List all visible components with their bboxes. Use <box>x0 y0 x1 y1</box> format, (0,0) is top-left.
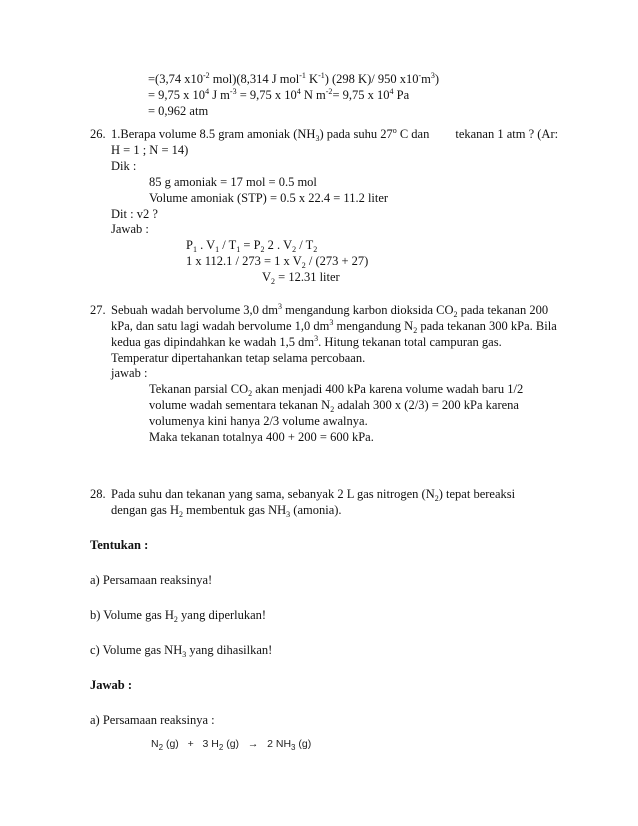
question-a: a) Persamaan reaksinya! <box>90 573 213 587</box>
problem-26-number: 26. <box>90 127 106 141</box>
problem-27-answer-2: volume wadah sementara tekanan $N_2$ adalah 300 x (2/3) = 200 kPa karena <box>149 398 519 414</box>
problem-26-jawab: Jawab : <box>111 222 149 236</box>
jawab-heading: Jawab : <box>90 678 133 692</box>
problem-27-number: 27. <box>90 303 106 317</box>
reaction-equation: $N_2$ (g) + 3 $H_2$ (g) → 2 $NH_3$ (g) <box>151 738 312 752</box>
problem-28-line-1: Pada suhu dan tekanan yang sama, sebanyak 2 L gas nitrogen $(N_2)$ tepat bereaksi <box>111 487 516 503</box>
problem-26-eq-2: 1 x 112.1 / 273 = 1 x $V_2 / (273 + 27)$ <box>186 254 369 270</box>
calc-line-3: = 0,962 atm <box>148 104 209 118</box>
calc-line-1: =(3,74 $x10^{-2}$ mol)(8,314 J mol$^{-1}$ $K^{-1}$) (298 K)/ 950 $x10^-m^3$) <box>148 71 440 86</box>
problem-27-jawab: jawab : <box>111 366 148 380</box>
problem-26-dit: Dit : v2 ? <box>111 207 158 221</box>
problem-27-line-1: Sebuah wadah bervolume 3,0 $dm^3$ mengandung karbon dioksida $CO_2$ pada tekanan 200 <box>111 302 549 319</box>
problem-27-line-3: kedua gas dipindahkan ke wadah 1,5 $dm^3$. Hitung tekanan total campuran gas. <box>111 334 502 349</box>
problem-26-dik-1: 85 g amoniak = 17 mol = 0.5 mol <box>149 175 317 189</box>
problem-28-number: 28. <box>90 487 106 501</box>
problem-27-answer-3: volumenya kini hanya 2/3 volume awalnya. <box>149 414 368 428</box>
problem-26-eq-3: $V_2 = 12.31$ liter <box>262 270 340 286</box>
problem-27-line-2: kPa, dan satu lagi wadah bervolume 1,0 $dm^3$ mengandung $N_2$ pada tekanan 300 kPa. Bila <box>111 318 557 335</box>
problem-27-answer-4: Maka tekanan totalnya 400 + 200 = 600 kPa. <box>149 430 374 444</box>
calc-line-2: = 9,75 x $10^4$ J $m^{-3} = 9,75$ x $10^4$ N $m^{-2}= 9,75$ x $10^4$ Pa <box>148 87 410 102</box>
problem-26-line-2: H = 1 ; N = 14) <box>111 143 189 157</box>
problem-26-eq-1: $P_1$ . $V_1 / T_1 = P_2$ 2 . $V_2 / T_2$ <box>186 238 318 254</box>
question-c: c) Volume gas $NH_3$ yang dihasilkan! <box>90 643 273 659</box>
tentukan-heading: Tentukan : <box>90 538 149 552</box>
problem-26-dik-2: Volume amoniak (STP) = 0.5 x 22.4 = 11.2 liter <box>149 191 389 205</box>
answer-a-label: a) Persamaan reaksinya : <box>90 713 215 727</box>
problem-28-line-2: dengan gas $H_2$ membentuk gas $NH_3$ (amonia). <box>111 503 342 519</box>
problem-26-dik: Dik : <box>111 159 137 173</box>
problem-27-line-4: Temperatur dipertahankan tetap selama percobaan. <box>111 351 366 365</box>
question-b: b) Volume gas $H_2$ yang diperlukan! <box>90 608 267 624</box>
problem-27-answer-1: Tekanan parsial $CO_2$ akan menjadi 400 kPa karena volume wadah baru 1/2 <box>149 382 524 398</box>
problem-26-line-1: 1.Berapa volume 8.5 gram amoniak $(NH_3)$ pada suhu 27$^o$ C dan tekanan 1 atm ? (Ar: <box>111 126 559 143</box>
